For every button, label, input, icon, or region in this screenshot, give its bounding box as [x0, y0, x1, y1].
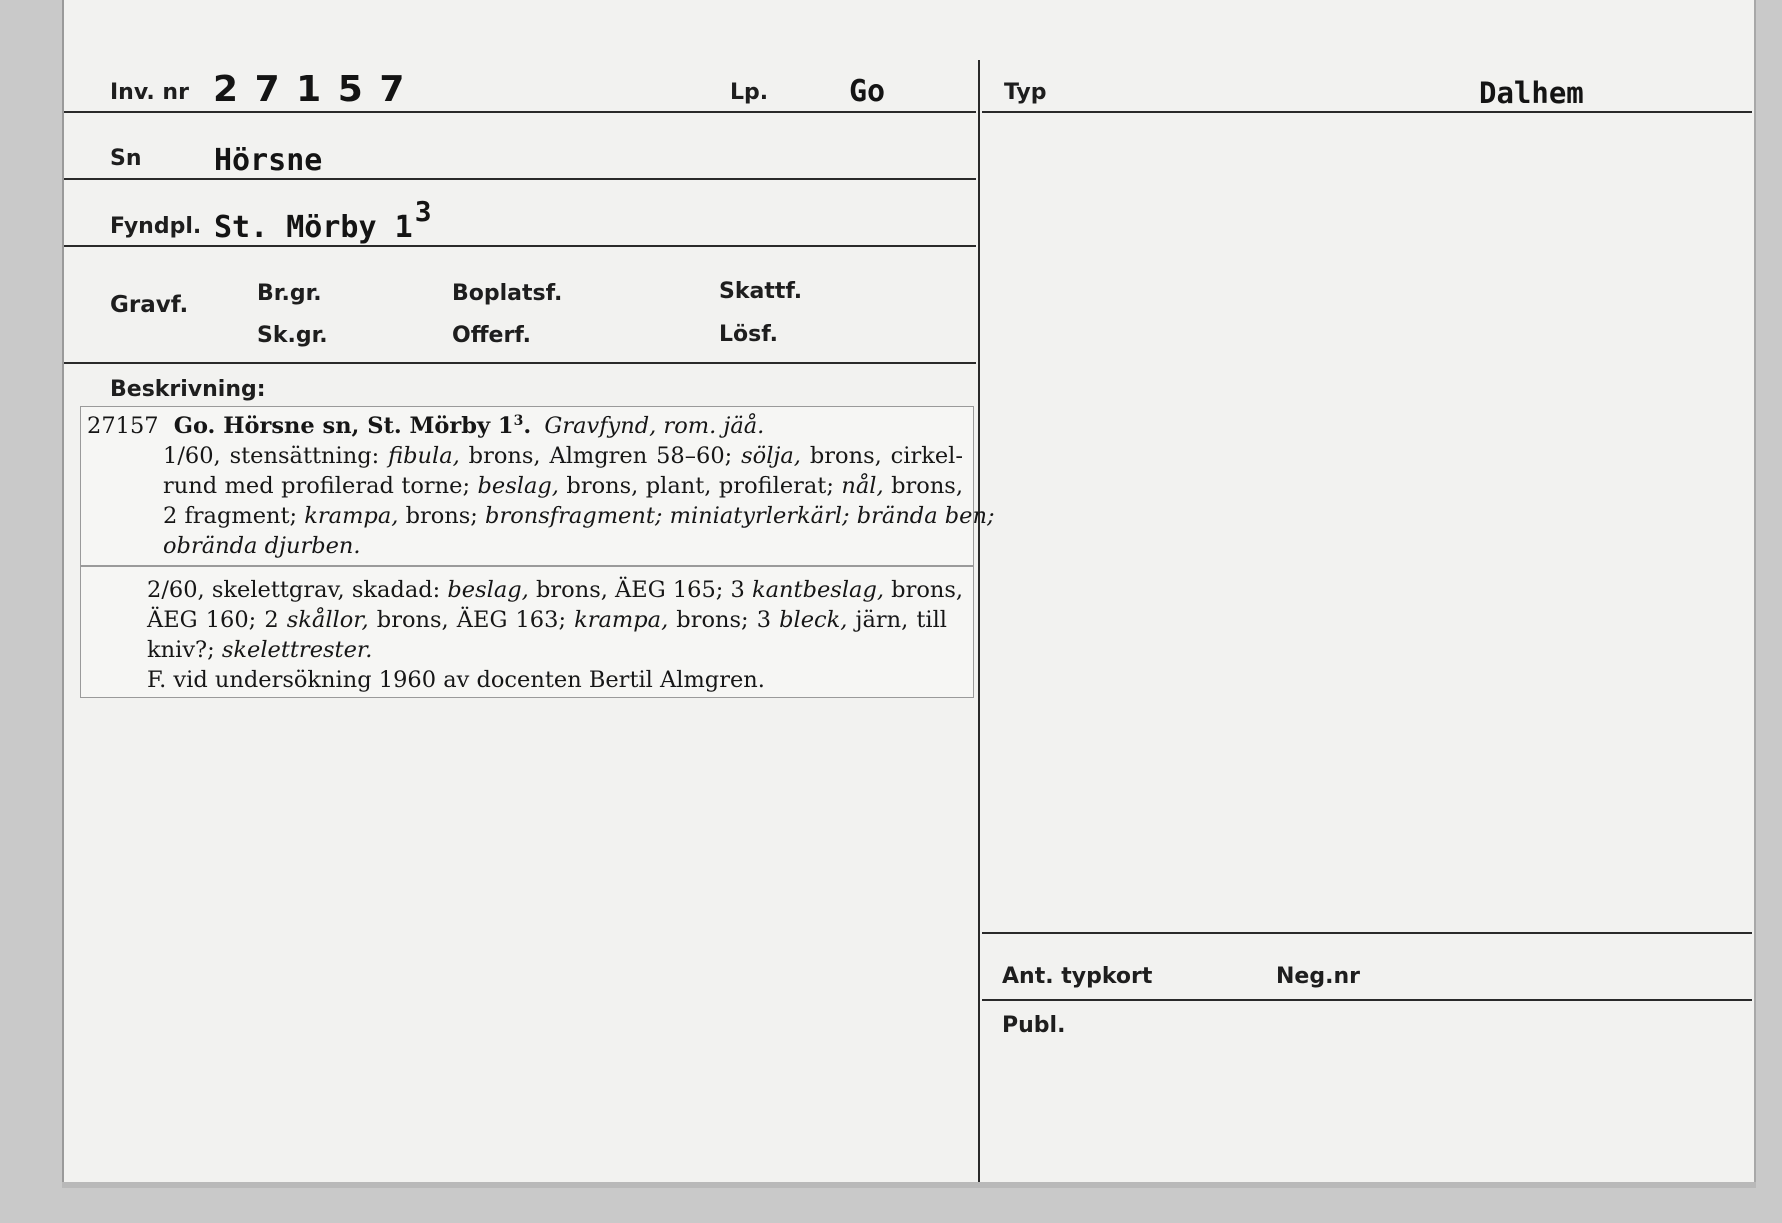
- slip2-line-1: 2/60, skelettgrav, skadad: beslag, brons, ÄEG 165; 3 kantbeslag, brons,: [147, 577, 964, 603]
- brgr-label: Br.gr.: [257, 281, 322, 306]
- typ-label: Typ: [1004, 80, 1047, 105]
- sn-label: Sn: [110, 146, 142, 171]
- description-slip-2: [80, 566, 974, 698]
- offerf-label: Offerf.: [452, 323, 532, 348]
- slip1-line-3: rund med profilerad torne; beslag, brons, plant, profilerat; nål, brons,: [163, 473, 964, 499]
- slip2-line-3: kniv?; skelettrester.: [147, 637, 373, 663]
- slip2-line-2: ÄEG 160; 2 skållor, brons, ÄEG 163; krampa, brons; 3 bleck, järn, till: [147, 607, 947, 633]
- slip1-line-4: 2 fragment; krampa, brons; bronsfragment; miniatyrlerkärl; brända ben;: [163, 503, 995, 529]
- fyndpl-label: Fyndpl.: [110, 214, 202, 239]
- catalogue-number: 27157: [87, 413, 159, 439]
- gravf-label: Gravf.: [110, 292, 189, 318]
- rule-ant-typkort: [982, 932, 1752, 934]
- slip2-line-4: F. vid undersökning 1960 av docenten Bertil Almgren.: [147, 667, 765, 693]
- rule-header: [64, 111, 976, 113]
- sn-value: Hörsne: [214, 143, 323, 178]
- description-slip-1: [80, 406, 995, 566]
- rule-publ: [982, 999, 1752, 1001]
- catalogue-card: [62, 0, 1756, 1182]
- lp-value: Go: [849, 74, 886, 109]
- ant-typkort-label: Ant. typkort: [1002, 964, 1153, 989]
- slip1-line-2: 1/60, stensättning: fibula, brons, Almgren 58–60; sölja, brons, cirkel-: [163, 443, 963, 469]
- fyndpl-superscript: 3: [414, 195, 432, 228]
- find-kind: Gravfynd, rom. jäå.: [544, 413, 765, 439]
- find-place: Go. Hörsne sn, St. Mörby $1^3$.: [173, 413, 532, 439]
- fyndpl-place: St. Mörby 1: [214, 210, 413, 245]
- beskrivning-label: Beskrivning:: [110, 377, 266, 402]
- skattf-label: Skattf.: [719, 279, 803, 304]
- rule-typ: [982, 111, 1752, 113]
- publ-label: Publ.: [1002, 1013, 1066, 1038]
- slip1-line-5: obrända djurben.: [163, 533, 361, 559]
- lp-label: Lp.: [730, 80, 769, 105]
- rule-sn: [64, 178, 976, 180]
- inv-nr-label: Inv. nr: [110, 80, 189, 105]
- fyndpl-value: [214, 195, 432, 245]
- rule-fyndtyp: [64, 362, 976, 364]
- rule-fyndpl: [64, 245, 976, 247]
- slip1-line-1: [87, 413, 764, 439]
- typ-value: Dalhem: [1479, 76, 1584, 110]
- losf-label: Lösf.: [719, 322, 778, 347]
- inv-nr-value: 2 7 1 5 7: [213, 69, 407, 110]
- skgr-label: Sk.gr.: [257, 323, 328, 348]
- column-divider: [978, 60, 980, 1182]
- neg-nr-label: Neg.nr: [1276, 964, 1360, 989]
- boplatsf-label: Boplatsf.: [452, 281, 563, 306]
